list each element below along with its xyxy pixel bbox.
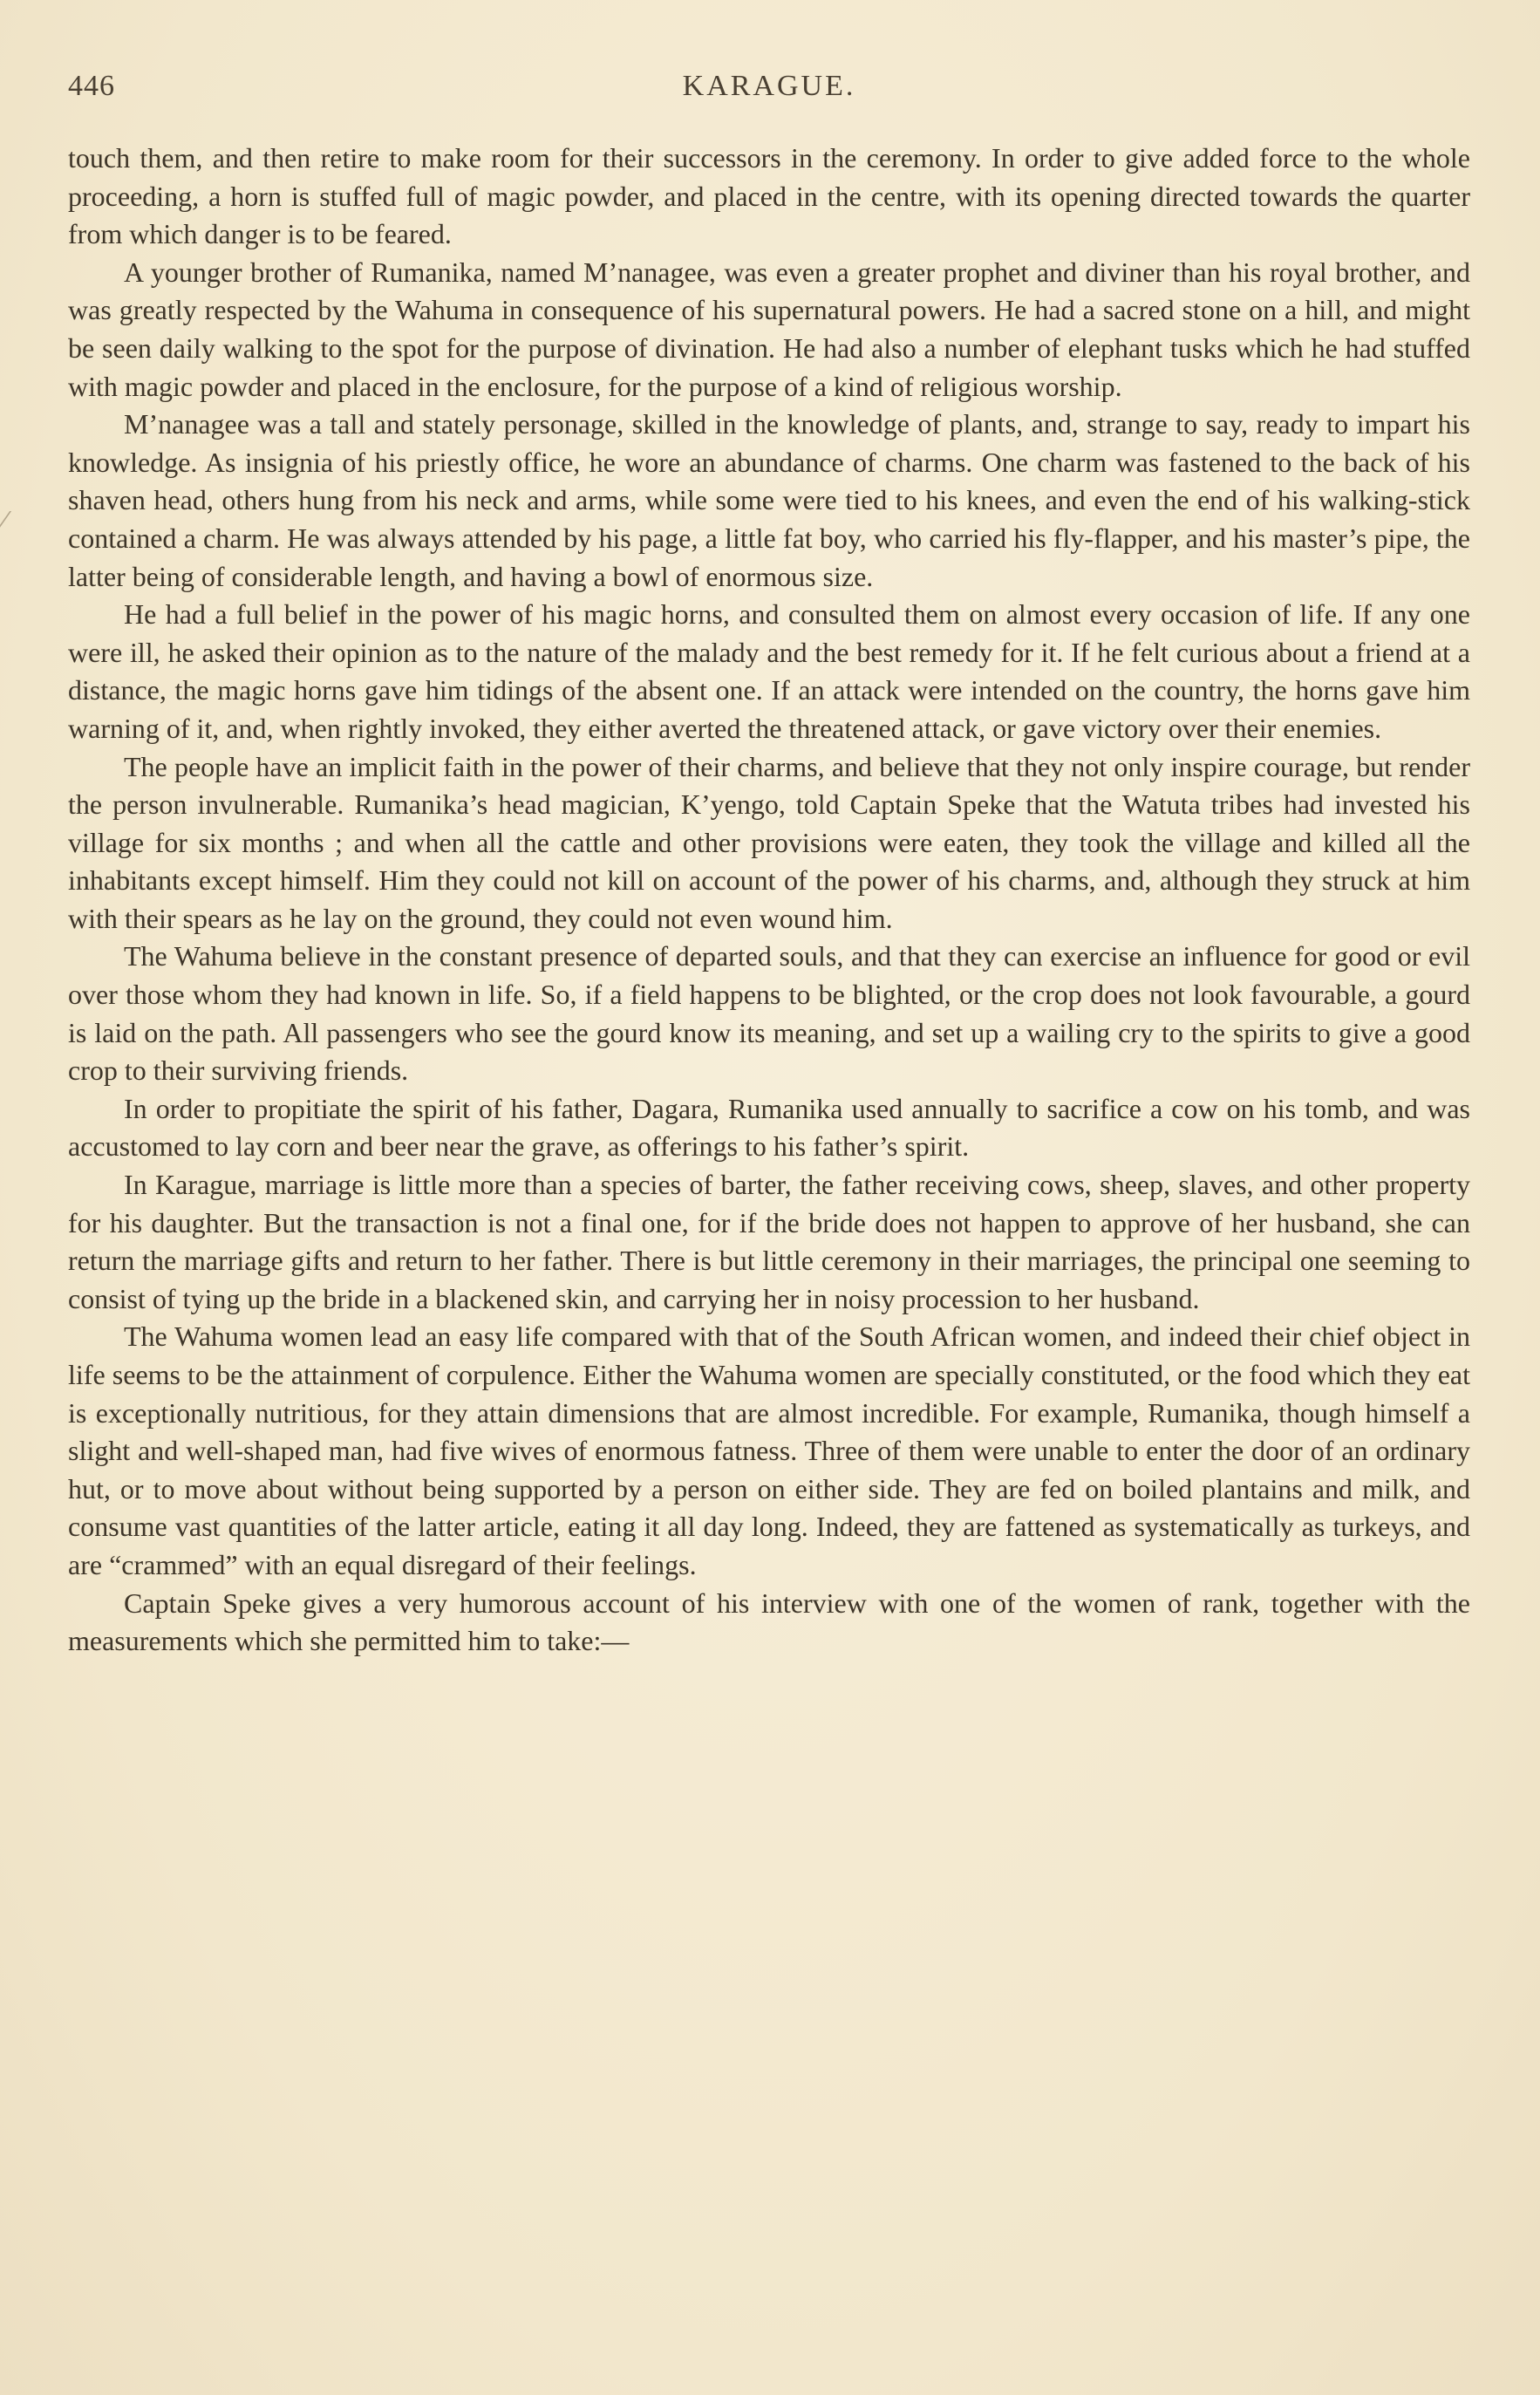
paragraph-4: He had a full belief in the power of his magic horns, and consulted them on almost every occasion of life. If any one were ill, he asked their opinion as to the nature of the malady and the best remedy for it. If he felt curious about a friend at a distance, the magic horns gave him tidings of the absent one. If an attack were intended on the country, the horns gave him warning of it, and, when rightly invoked, they either averted the threatened attack, or gave victory over their enemies.: [68, 598, 1470, 744]
page-number: 446: [68, 70, 115, 102]
body-text: [68, 140, 1470, 1661]
paragraph-10: Captain Speke gives a very humorous account of his interview with one of the women of rank, together with the measurements which she permitted him to take:—: [68, 1586, 1470, 1657]
paragraph-8: In Karague, marriage is little more than a species of barter, the father receiving cows, sheep, slaves, and other property for his daughter. But the transaction is not a final one, for if the bride does not happen to approve of her husband, she can return the marriage gifts and return to her father. There is but little ceremony in their marriages, the principal one seeming to consist of tying up the bride in a blackened skin, and carrying her in noisy procession to her husband.: [68, 1169, 1470, 1314]
paragraph-6: The Wahuma believe in the constant presence of departed souls, and that they can exercise an influence for good or evil over those whom they had known in life. So, if a field happens to be blighted, or the crop does not look favourable, a gourd is laid on the path. All passengers who see the gourd know its meaning, and set up a wailing cry to the spirits to give a good crop to their surviving friends.: [68, 940, 1470, 1087]
paragraph-3: M’nanagee was a tall and stately personage, skilled in the knowledge of plants, and, strange to say, ready to impart his knowledge. As insignia of his priestly office, he wore an abundance of charms. One charm was fastened to the back of his shaven head, others hung from his neck and arms, while some were tied to his knees, and even the end of his walking-stick contained a charm. He was always attended by his page, a little fat boy, who carried his fly-flapper, and his master’s pipe, the latter being of considerable length, and having a bowl of enormous size.: [68, 408, 1470, 592]
margin-pencil-mark: [0, 511, 27, 534]
page-header: [68, 70, 1470, 115]
running-head: KARAGUE.: [682, 70, 856, 102]
paragraph-1: touch them, and then retire to make room for their successors in the ceremony. In order to give added force to the whole proceeding, a horn is stuffed full of magic powder, and placed in the centre, with its opening directed towards the quarter from which danger is to be feared.: [68, 142, 1470, 250]
paragraph-5: The people have an implicit faith in the power of their charms, and believe that they not only inspire courage, but render the person invulnerable. Rumanika’s head magician, K’yengo, told Captain Speke that the Watuta tribes had invested his village for six months ; and when all the cattle and other provisions were eaten, they took the village and killed all the inhabitants except himself. Him they could not kill on account of the power of his charms, and, although they struck at him with their spears as he lay on the ground, they could not even wound him.: [68, 750, 1470, 934]
paragraph-9: The Wahuma women lead an easy life compared with that of the South African women, and indeed their chief object in life seems to be the attainment of corpulence. Either the Wahuma women are specially constituted, or the food which they eat is exceptionally nutritious, for they attain dimensions that are almost incredible. For example, Rumanika, though himself a slight and well-shaped man, had five wives of enormous fatness. Three of them were unable to enter the door of an ordinary hut, or to move about without being supported by a person on either side. They are fed on boiled plantains and milk, and consume vast quantities of the latter article, eating it all day long. Indeed, they are fattened as systematically as turkeys, and are “crammed” with an equal disregard of their feelings.: [68, 1320, 1470, 1580]
paragraph-7: In order to propitiate the spirit of his father, Dagara, Rumanika used annually to sacrifice a cow on his tomb, and was accustomed to lay corn and beer near the grave, as offerings to his father’s spirit.: [68, 1092, 1470, 1163]
paragraph-2: A younger brother of Rumanika, named M’nanagee, was even a greater prophet and diviner than his royal brother, and was greatly respected by the Wahuma in consequence of his supernatural powers. He had a sacred stone on a hill, and might be seen daily walking to the spot for the purpose of divination. He had also a number of elephant tusks which he had stuffed with magic powder and placed in the enclosure, for the purpose of a kind of religious worship.: [68, 256, 1470, 402]
